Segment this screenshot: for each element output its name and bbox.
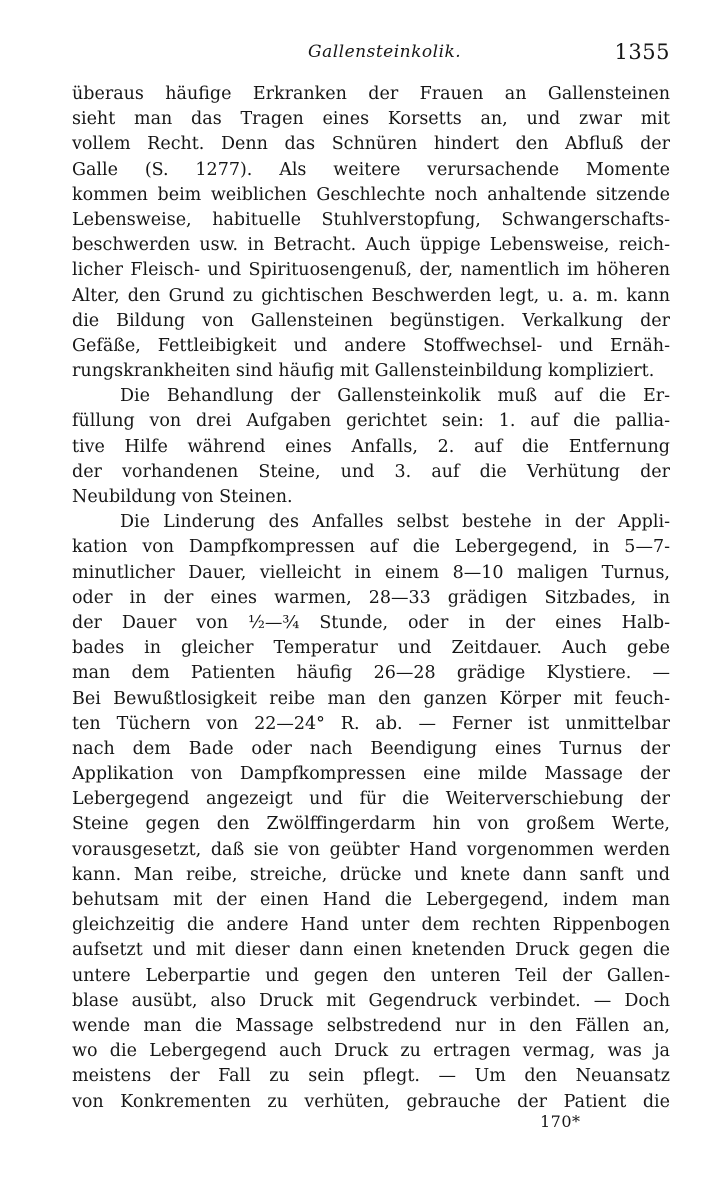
text-line: man dem Patienten häufig 26—28 grädige Klystiere. — — [72, 663, 670, 684]
text-line: licher Fleisch- und Spirituosengenuß, der, namentlich im höheren — [72, 260, 670, 281]
text-line: Bei Bewußtlosigkeit reibe man den ganzen Körper mit feuch- — [72, 688, 670, 709]
page-number: 1355 — [614, 40, 670, 64]
text-line: minutlicher Dauer, vielleicht in einem 8—10 maligen Turnus, — [72, 562, 670, 583]
text-line: oder in der eines warmen, 28—33 grädigen Sitzbades, in — [72, 587, 670, 608]
text-line: vorausgesetzt, daß sie von geübter Hand vorgenommen werden — [72, 839, 670, 860]
text-line: überaus häufige Erkranken der Frauen an Gallensteinen — [72, 84, 670, 104]
text-line: nach dem Bade oder nach Beendigung eines Turnus der — [72, 738, 670, 759]
text-line: meistens der Fall zu sein pflegt. — Um den Neuansatz — [72, 1066, 670, 1087]
text-line: rungskrankheiten sind häufig mit Gallensteinbildung kompliziert. — [72, 361, 655, 382]
text-line: der Dauer von ½—¾ Stunde, oder in der eines Halb- — [72, 612, 670, 633]
running-head — [72, 40, 670, 70]
signature-mark: 170* — [540, 1112, 581, 1131]
text-line: bades in gleicher Temperatur und Zeitdauer. Auch gebe — [72, 638, 670, 659]
body-text — [72, 82, 670, 1115]
text-line: kation von Dampfkompressen auf die Lebergegend, in 5—7- — [72, 537, 670, 558]
text-line: behutsam mit der einen Hand die Lebergegend, indem man — [72, 890, 670, 910]
text-line: der vorhandenen Steine, und 3. auf die Verhütung der — [72, 461, 670, 482]
text-line: wende man die Massage selbstredend nur in den Fällen an, — [72, 1015, 670, 1036]
text-line: von Konkrementen zu verhüten, gebrauche der Patient die — [72, 1091, 670, 1112]
text-line: blase ausübt, also Druck mit Gegendruck verbindet. — Doch — [72, 990, 670, 1011]
text-line: Lebergegend angezeigt und für die Weiterverschiebung der — [72, 789, 670, 810]
text-line: Steine gegen den Zwölffingerdarm hin von großem Werte, — [72, 814, 670, 835]
text-line: Galle (S. 1277). Als weitere verursachende Momente — [72, 159, 670, 180]
running-title: Gallensteinkolik. — [308, 42, 462, 62]
text-line: kann. Man reibe, streiche, drücke und knete dann sanft und — [72, 864, 670, 885]
text-line: die Bildung von Gallensteinen begünstigen. Verkalkung der — [72, 310, 670, 331]
text-line: ten Tüchern von 22—24° R. ab. — Ferner ist unmittelbar — [72, 713, 670, 734]
text-line: vollem Recht. Denn das Schnüren hindert den Abfluß der — [72, 134, 670, 155]
text-line: Die Behandlung der Gallensteinkolik muß auf die Er- — [120, 386, 670, 407]
text-line: Applikation von Dampfkompressen eine milde Massage der — [72, 764, 670, 785]
text-line: beschwerden usw. in Betracht. Auch üppige Lebensweise, reich- — [72, 235, 670, 256]
text-line: Lebensweise, habituelle Stuhlverstopfung, Schwangerschafts- — [72, 209, 670, 230]
text-line: Gefäße, Fettleibigkeit und andere Stoffwechsel- und Ernäh- — [72, 335, 670, 356]
text-line: tive Hilfe während eines Anfalls, 2. auf die Entfernung — [72, 436, 670, 457]
text-line: füllung von drei Aufgaben gerichtet sein: 1. auf die pallia- — [72, 411, 670, 432]
text-line: Alter, den Grund zu gichtischen Beschwerden legt, u. a. m. kann — [72, 285, 670, 306]
text-line: Die Linderung des Anfalles selbst bestehe in der Appli- — [120, 512, 670, 533]
text-line: wo die Lebergegend auch Druck zu ertragen vermag, was ja — [72, 1041, 670, 1062]
text-line: kommen beim weiblichen Geschlechte noch anhaltende sitzende — [72, 184, 670, 205]
text-line: sieht man das Tragen eines Korsetts an, und zwar mit — [72, 109, 670, 130]
text-line: Neubildung von Steinen. — [72, 487, 293, 507]
text-line: gleichzeitig die andere Hand unter dem rechten Rippenbogen — [72, 915, 670, 936]
text-line: aufsetzt und mit dieser dann einen knetenden Druck gegen die — [72, 940, 670, 961]
text-line: untere Leberpartie und gegen den unteren Teil der Gallen- — [72, 965, 670, 986]
